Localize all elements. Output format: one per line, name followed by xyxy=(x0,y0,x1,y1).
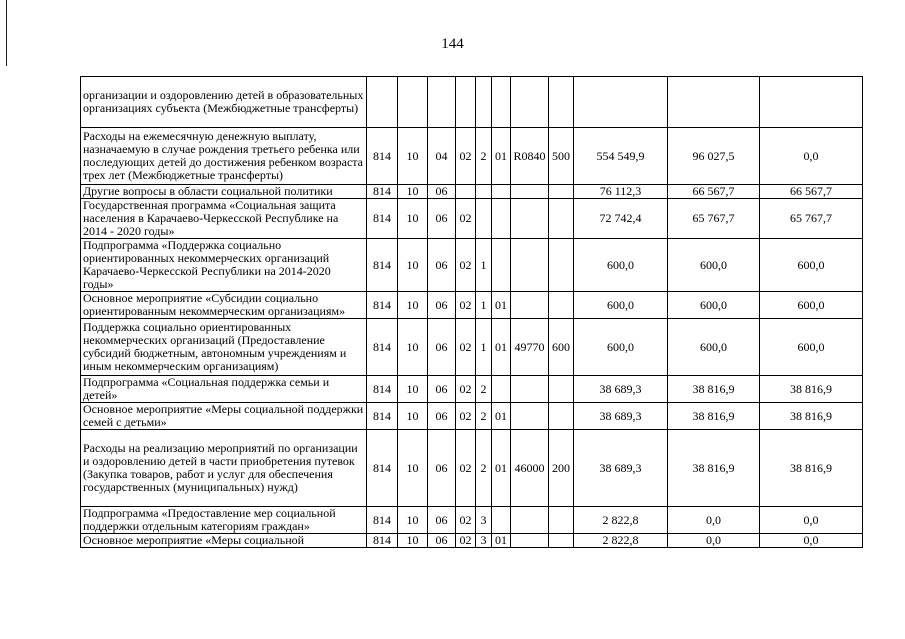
cell-program: 02 xyxy=(456,319,476,376)
table-body xyxy=(81,77,863,548)
cell-program: 02 xyxy=(456,128,476,185)
cell-direction xyxy=(511,534,549,548)
cell-measure: 01 xyxy=(492,534,511,548)
cell-grbs: 814 xyxy=(367,128,398,185)
cell-subprogram: 3 xyxy=(476,507,492,534)
cell-amount-year-1: 600,0 xyxy=(574,319,668,376)
cell-amount-year-1: 38 689,3 xyxy=(574,376,668,403)
cell-subsection: 06 xyxy=(428,199,456,239)
cell-amount-year-3: 600,0 xyxy=(760,239,863,292)
cell-subsection: 06 xyxy=(428,319,456,376)
cell-subsection: 06 xyxy=(428,185,456,199)
cell-subprogram xyxy=(476,199,492,239)
cell-subsection: 06 xyxy=(428,534,456,548)
cell-amount-year-3: 38 816,9 xyxy=(760,430,863,507)
table-row xyxy=(81,128,863,185)
cell-direction: 49770 xyxy=(511,319,549,376)
cell-amount-year-3: 38 816,9 xyxy=(760,376,863,403)
cell-direction xyxy=(511,239,549,292)
row-name: Основное мероприятие «Субсидии социально ориентированным некоммерческим организациям» xyxy=(81,292,367,319)
cell-amount-year-1: 554 549,9 xyxy=(574,128,668,185)
cell-program: 02 xyxy=(456,239,476,292)
row-name: Другие вопросы в области социальной политики xyxy=(81,185,367,199)
cell-grbs: 814 xyxy=(367,507,398,534)
cell-direction xyxy=(511,507,549,534)
cell-expense-type xyxy=(549,77,574,128)
cell-amount-year-2: 0,0 xyxy=(668,534,760,548)
cell-measure xyxy=(492,376,511,403)
cell-amount-year-3: 0,0 xyxy=(760,507,863,534)
cell-program: 02 xyxy=(456,376,476,403)
cell-subprogram: 2 xyxy=(476,430,492,507)
cell-amount-year-2: 38 816,9 xyxy=(668,430,760,507)
cell-grbs: 814 xyxy=(367,376,398,403)
page-number: 144 xyxy=(441,36,464,52)
cell-section: 10 xyxy=(398,128,428,185)
cell-measure xyxy=(492,185,511,199)
table-row xyxy=(81,199,863,239)
cell-measure xyxy=(492,77,511,128)
cell-measure: 01 xyxy=(492,403,511,430)
cell-subprogram: 1 xyxy=(476,319,492,376)
cell-direction xyxy=(511,199,549,239)
cell-section: 10 xyxy=(398,292,428,319)
cell-amount-year-3: 66 567,7 xyxy=(760,185,863,199)
cell-measure: 01 xyxy=(492,292,511,319)
row-name: Государственная программа «Социальная защита населения в Карачаево-Черкесской Республике на 2014 - 2020 годы» xyxy=(81,199,367,239)
cell-amount-year-3: 65 767,7 xyxy=(760,199,863,239)
cell-expense-type xyxy=(549,403,574,430)
cell-section: 10 xyxy=(398,319,428,376)
cell-direction: 46000 xyxy=(511,430,549,507)
cell-amount-year-2: 600,0 xyxy=(668,292,760,319)
cell-measure: 01 xyxy=(492,128,511,185)
cell-amount-year-1: 72 742,4 xyxy=(574,199,668,239)
cell-program: 02 xyxy=(456,430,476,507)
cell-expense-type xyxy=(549,507,574,534)
cell-subsection: 06 xyxy=(428,239,456,292)
cell-expense-type xyxy=(549,534,574,548)
row-name: Расходы на ежемесячную денежную выплату, назначаемую в случае рождения третьего ребенка или последующих детей до достижения ребенком возраста трех лет (Межбюджетные трансферты) xyxy=(81,128,367,185)
cell-subprogram: 2 xyxy=(476,403,492,430)
cell-subsection xyxy=(428,77,456,128)
table-row xyxy=(81,403,863,430)
row-name: Подпрограмма «Предоставление мер социальной поддержки отдельным категориям граждан» xyxy=(81,507,367,534)
cell-amount-year-1: 2 822,8 xyxy=(574,507,668,534)
cell-subprogram: 2 xyxy=(476,128,492,185)
cell-amount-year-2: 600,0 xyxy=(668,319,760,376)
cell-amount-year-3: 0,0 xyxy=(760,128,863,185)
cell-subprogram: 1 xyxy=(476,239,492,292)
row-name: Подпрограмма «Социальная поддержка семьи и детей» xyxy=(81,376,367,403)
table-row xyxy=(81,239,863,292)
cell-expense-type xyxy=(549,292,574,319)
cell-grbs: 814 xyxy=(367,430,398,507)
cell-amount-year-1: 2 822,8 xyxy=(574,534,668,548)
cell-expense-type xyxy=(549,239,574,292)
cell-expense-type: 200 xyxy=(549,430,574,507)
cell-grbs: 814 xyxy=(367,185,398,199)
cell-program: 02 xyxy=(456,534,476,548)
cell-amount-year-1: 600,0 xyxy=(574,239,668,292)
table-row xyxy=(81,185,863,199)
cell-program: 02 xyxy=(456,199,476,239)
cell-section: 10 xyxy=(398,185,428,199)
cell-subprogram: 3 xyxy=(476,534,492,548)
cell-program: 02 xyxy=(456,507,476,534)
cell-amount-year-2: 38 816,9 xyxy=(668,376,760,403)
cell-amount-year-2: 38 816,9 xyxy=(668,403,760,430)
cell-measure xyxy=(492,199,511,239)
cell-amount-year-2: 0,0 xyxy=(668,507,760,534)
cell-subsection: 06 xyxy=(428,430,456,507)
cell-expense-type xyxy=(549,376,574,403)
cell-amount-year-3: 600,0 xyxy=(760,292,863,319)
cell-amount-year-2: 600,0 xyxy=(668,239,760,292)
cell-amount-year-1: 38 689,3 xyxy=(574,430,668,507)
cell-subsection: 04 xyxy=(428,128,456,185)
cell-subprogram xyxy=(476,77,492,128)
row-name: Подпрограмма «Поддержка социально ориентированных некоммерческих организаций Карачаево-Черкесской Республики на 2014-2020 годы» xyxy=(81,239,367,292)
cell-program: 02 xyxy=(456,292,476,319)
cell-amount-year-2: 65 767,7 xyxy=(668,199,760,239)
cell-program: 02 xyxy=(456,403,476,430)
cell-amount-year-2: 66 567,7 xyxy=(668,185,760,199)
cell-program xyxy=(456,185,476,199)
cell-measure: 01 xyxy=(492,430,511,507)
cell-section: 10 xyxy=(398,507,428,534)
cell-subsection: 06 xyxy=(428,376,456,403)
cell-amount-year-2 xyxy=(668,77,760,128)
cell-subprogram: 2 xyxy=(476,376,492,403)
cell-amount-year-1 xyxy=(574,77,668,128)
table-row xyxy=(81,376,863,403)
cell-subsection: 06 xyxy=(428,292,456,319)
row-name: Основное мероприятие «Меры социальной поддержки семей с детьми» xyxy=(81,403,367,430)
row-name: организации и оздоровлению детей в образовательных организациях субъекта (Межбюджетные трансферты) xyxy=(81,77,367,128)
cell-grbs: 814 xyxy=(367,403,398,430)
cell-direction: R0840 xyxy=(511,128,549,185)
cell-amount-year-3: 38 816,9 xyxy=(760,403,863,430)
cell-grbs: 814 xyxy=(367,319,398,376)
row-name: Поддержка социально ориентированных некоммерческих организаций (Предоставление субсидий бюджетным, автономным учреждениям и иным некоммерческим организациям) xyxy=(81,319,367,376)
cell-amount-year-1: 76 112,3 xyxy=(574,185,668,199)
cell-section: 10 xyxy=(398,403,428,430)
budget-table xyxy=(80,76,863,548)
cell-amount-year-1: 38 689,3 xyxy=(574,403,668,430)
cell-section xyxy=(398,77,428,128)
table-row xyxy=(81,77,863,128)
cell-direction xyxy=(511,77,549,128)
cell-direction xyxy=(511,376,549,403)
cell-section: 10 xyxy=(398,534,428,548)
cell-expense-type xyxy=(549,199,574,239)
cell-subprogram: 1 xyxy=(476,292,492,319)
cell-grbs: 814 xyxy=(367,239,398,292)
cell-amount-year-3 xyxy=(760,77,863,128)
margin-rule xyxy=(6,0,7,66)
cell-measure xyxy=(492,239,511,292)
cell-amount-year-3: 0,0 xyxy=(760,534,863,548)
table-row xyxy=(81,534,863,548)
table-row xyxy=(81,430,863,507)
cell-amount-year-2: 96 027,5 xyxy=(668,128,760,185)
cell-section: 10 xyxy=(398,430,428,507)
table-row xyxy=(81,319,863,376)
row-name: Основное мероприятие «Меры социальной xyxy=(81,534,367,548)
cell-program xyxy=(456,77,476,128)
cell-expense-type: 500 xyxy=(549,128,574,185)
cell-grbs: 814 xyxy=(367,534,398,548)
table-row xyxy=(81,292,863,319)
cell-grbs xyxy=(367,77,398,128)
cell-section: 10 xyxy=(398,239,428,292)
cell-measure xyxy=(492,507,511,534)
cell-subprogram xyxy=(476,185,492,199)
cell-expense-type xyxy=(549,185,574,199)
row-name: Расходы на реализацию мероприятий по организации и оздоровлению детей в части приобретения путевок (Закупка товаров, работ и услуг для обеспечения государственных (муниципальных) нужд) xyxy=(81,430,367,507)
cell-section: 10 xyxy=(398,199,428,239)
cell-expense-type: 600 xyxy=(549,319,574,376)
cell-subsection: 06 xyxy=(428,403,456,430)
cell-grbs: 814 xyxy=(367,292,398,319)
cell-direction xyxy=(511,185,549,199)
cell-direction xyxy=(511,403,549,430)
cell-measure: 01 xyxy=(492,319,511,376)
cell-subsection: 06 xyxy=(428,507,456,534)
table-row xyxy=(81,507,863,534)
cell-amount-year-3: 600,0 xyxy=(760,319,863,376)
cell-section: 10 xyxy=(398,376,428,403)
cell-amount-year-1: 600,0 xyxy=(574,292,668,319)
cell-direction xyxy=(511,292,549,319)
cell-grbs: 814 xyxy=(367,199,398,239)
